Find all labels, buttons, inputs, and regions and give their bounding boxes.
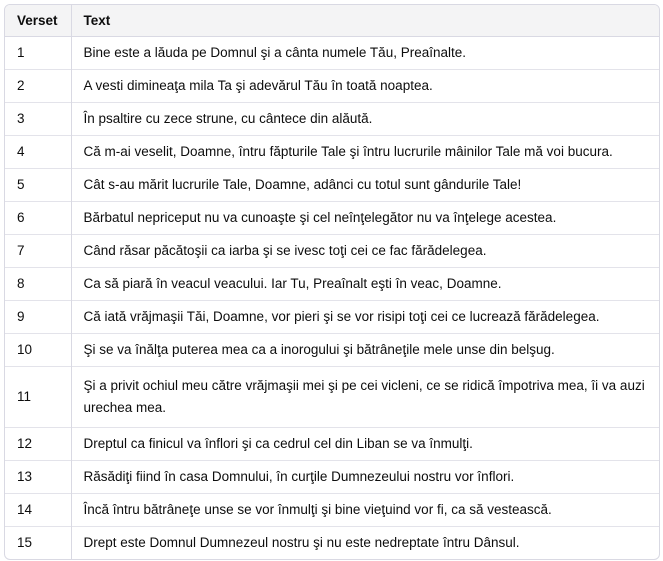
table-header xyxy=(5,5,659,37)
verse-number: 4 xyxy=(5,136,71,169)
verse-number: 13 xyxy=(5,461,71,494)
table-row xyxy=(5,301,659,334)
table-row xyxy=(5,494,659,527)
verse-number: 12 xyxy=(5,428,71,461)
verse-number: 15 xyxy=(5,527,71,560)
verse-text: A vesti dimineaţa mila Ta şi adevărul Tău în toată noaptea. xyxy=(71,70,659,103)
table-row xyxy=(5,367,659,428)
verse-text: Răsădiţi fiind în casa Domnului, în curţile Dumnezeului nostru vor înflori. xyxy=(71,461,659,494)
verse-text: Că m-ai veselit, Doamne, întru făpturile Tale şi întru lucrurile mâinilor Tale mă voi bucura. xyxy=(71,136,659,169)
verse-text: Când răsar păcătoşii ca iarba şi se ivesc toţi cei ce fac fărădelegea. xyxy=(71,235,659,268)
verse-number: 11 xyxy=(5,367,71,428)
verse-text: Bine este a lăuda pe Domnul şi a cânta numele Tău, Preaînalte. xyxy=(71,37,659,70)
verses-table-container xyxy=(4,4,660,560)
verse-text: Încă întru bătrâneţe unse se vor înmulţi şi bine vieţuind vor fi, ca să vestească. xyxy=(71,494,659,527)
verse-number: 2 xyxy=(5,70,71,103)
table-row xyxy=(5,235,659,268)
table-row xyxy=(5,37,659,70)
verses-table xyxy=(5,5,659,559)
table-row xyxy=(5,461,659,494)
table-row xyxy=(5,428,659,461)
column-header-verse: Verset xyxy=(5,5,71,37)
verse-number: 9 xyxy=(5,301,71,334)
table-row xyxy=(5,334,659,367)
verse-number: 8 xyxy=(5,268,71,301)
table-row xyxy=(5,268,659,301)
verse-text: În psaltire cu zece strune, cu cântece din alăută. xyxy=(71,103,659,136)
verse-text: Şi a privit ochiul meu către vrăjmaşii mei şi pe cei vicleni, ce se ridică împotriva mea, îi va auzi urechea mea. xyxy=(71,367,659,428)
column-header-text: Text xyxy=(71,5,659,37)
verse-number: 6 xyxy=(5,202,71,235)
verse-number: 1 xyxy=(17,45,25,60)
verse-text: Drept este Domnul Dumnezeul nostru şi nu este nedreptate întru Dânsul. xyxy=(71,527,659,560)
table-row xyxy=(5,103,659,136)
table-row xyxy=(5,70,659,103)
verse-text: Că iată vrăjmaşii Tăi, Doamne, vor pieri şi se vor risipi toţi cei ce lucrează fărădelegea. xyxy=(71,301,659,334)
verse-number: 10 xyxy=(5,334,71,367)
header-row xyxy=(5,5,659,37)
table-row xyxy=(5,136,659,169)
verse-number: 5 xyxy=(5,169,71,202)
verse-text: Bărbatul nepriceput nu va cunoaşte şi cel neînţelegător nu va înţelege acestea. xyxy=(71,202,659,235)
table-row xyxy=(5,169,659,202)
verse-number: 7 xyxy=(5,235,71,268)
table-row xyxy=(5,527,659,560)
table-body xyxy=(5,37,659,560)
verse-text: Cât s-au mărit lucrurile Tale, Doamne, adânci cu totul sunt gândurile Tale! xyxy=(71,169,659,202)
verse-text: Dreptul ca finicul va înflori şi ca cedrul cel din Liban se va înmulţi. xyxy=(71,428,659,461)
verse-text: Ca să piară în veacul veacului. Iar Tu, Preaînalt eşti în veac, Doamne. xyxy=(71,268,659,301)
verse-number: 3 xyxy=(5,103,71,136)
table-row xyxy=(5,202,659,235)
verse-text: Şi se va înălţa puterea mea ca a inorogului şi bătrâneţile mele unse din belşug. xyxy=(71,334,659,367)
verse-number: 14 xyxy=(5,494,71,527)
